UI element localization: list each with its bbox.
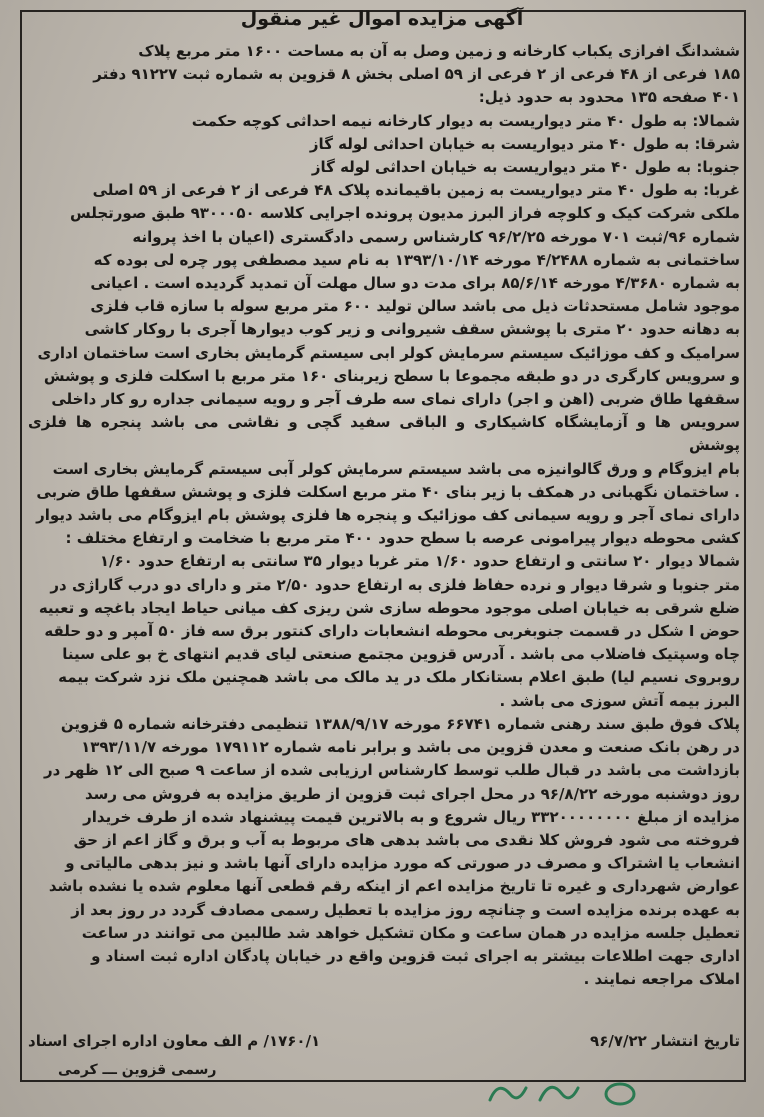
notice-line: و سرویس کارگری در دو طبقه مجموعا با سطح زیربنای ۱۶۰ متر مربع با اسکلت فلزی و پوشش: [43, 366, 740, 385]
notice-title: آگهی مزایده اموال غیر منقول: [240, 8, 524, 30]
notice-line: فروخته می شود فروش کلا نقدی می باشد بدهی های مربوط به آب و برق و گاز اعم از حق: [73, 830, 740, 849]
notice-line: ۴۰۱ صفحه ۱۳۵ محدود به حدود ذیل:: [478, 88, 740, 107]
notice-line: موجود شامل مستحدثات ذیل می باشد سالن تولید ۶۰۰ متر مربع سوله با سازه قاب فلزی: [90, 297, 740, 316]
notice-line: عوارض شهرداری و غیره تا تاریخ مزایده اعم از اینکه رقم قطعی آنها معلوم شده یا نشده باشد: [48, 877, 740, 896]
notice-line: البرز بیمه آتش سوزی می باشد .: [499, 691, 740, 710]
publish-date: تاریخ انتشار ۹۶/۷/۲۲: [590, 1032, 740, 1050]
notice-line: . ساختمان نگهبانی در همکف با زیر بنای ۴۰ متر مربع اسکلت فلزی و پوشش سقفها طاق ضربی: [36, 482, 740, 501]
notice-line: شماره ۹۶/ثبت ۷۰۱ مورخه ۹۶/۲/۲۵ کارشناس رسمی دادگستری (اعیان با اخذ پروانه: [132, 227, 740, 246]
notice-line: ساختمانی به شماره ۴/۲۴۸۸ مورخه ۱۳۹۳/۱۰/۱۴ به نام سید مصطفی پور چره لی بوده که: [93, 250, 740, 269]
notice-line: ملکی شرکت کیک و کلوچه فراز البرز مدیون پرونده اجرایی کلاسه ۹۳۰۰۰۵۰ طبق صورتجلس: [70, 204, 740, 223]
notice-body: [28, 40, 740, 991]
notice-line: به شماره ۴/۳۶۸۰ مورخه ۸۵/۶/۱۴ برای مدت دو سال مهلت آن تمدید گردیده است . اعیانی: [90, 274, 740, 293]
notice-line: در رهن بانک صنعت و معدن قزوین می باشد و برابر نامه شماره ۱۷۹۱۱۲ مورخه ۱۳۹۳/۱۱/۷: [81, 738, 740, 757]
notice-line: ششدانگ افرازی یکباب کارخانه و زمین وصل به آن به مساحت ۱۶۰۰ متر مربع پلاک: [138, 42, 740, 60]
notice-line: سقفها طاق ضربی (اهن و اجر) دارای نمای سه طرف آجر و رویه سیمانی جداره رو کار داخلی: [51, 390, 740, 409]
notice-line: تعطیل جلسه مزایده در همان ساعت و مکان تشکیل خواهد شد طالبین می توانند در ساعت: [81, 923, 740, 942]
notice-line: اداری جهت اطلاعات بیشتر به اجرای ثبت قزوین واقع در خیابان پادگان اداره ثبت اسناد و: [91, 946, 740, 965]
notice-line: دارای نمای آجر و رویه سیمانی کف موزائیک و پنجره ها فلزی پوشش بام ایزوگام می باشد دیوار: [36, 506, 740, 525]
signature-line-2: رسمی قزوین ـــ کرمی: [58, 1062, 217, 1078]
notice-line: جنوبا: به طول ۴۰ متر دیواریست به خیابان احداثی لوله گاز: [311, 158, 740, 177]
notice-line: شمالا: به طول ۴۰ متر دیواریست به دیوار کارخانه نیمه احداثی کوچه حکمت: [191, 111, 740, 130]
notice-line: املاک مراجعه نمایند .: [583, 970, 740, 989]
notice-line: سرامیک و کف موزائیک سیستم سرمایش کولر ابی سیستم گرمایش بخاری است ساختمان اداری: [37, 343, 740, 362]
notice-line: به دهانه حدود ۲۰ متری با پوشش سقف شیروانی و زیر کوب دیوارها آجری با روکار کاشی: [84, 320, 740, 339]
notice-line: ۱۸۵ فرعی از ۴۸ فرعی از ۲ فرعی از ۵۹ اصلی بخش ۸ قزوین به شماره ثبت ۹۱۲۲۷ دفتر: [93, 65, 740, 84]
notice-line: غربا: به طول ۴۰ متر دیواریست به زمین باقیمانده پلاک ۴۸ فرعی از ۲ فرعی از ۵۹ اصلی: [92, 181, 740, 200]
notice-line: حوض I شکل در قسمت جنوبغربی محوطه انشعابات دارای کنتور برق سه فاز ۵۰ آمپر و دو حلقه: [44, 622, 740, 641]
notice-line: مزایده از مبلغ ۳۳۲۰۰۰۰۰۰۰۰ ریال شروع و به بالاترین قیمت پیشنهاد شده از طرف خریدار: [83, 807, 740, 826]
handwritten-number-mark: [480, 1070, 660, 1114]
signature-line-1: ۱۷۶۰/۱/ م الف معاون اداره اجرای اسناد: [28, 1032, 321, 1050]
notice-line: شمالا دیوار ۲۰ سانتی و ارتفاع حدود ۱/۶۰ متر غربا دیوار ۳۵ سانتی به ارتفاع حدود ۱/۶۰: [99, 552, 740, 571]
notice-line: متر جنوبا و شرقا دیوار و نرده حفاظ فلزی به ارتفاع حدود ۲/۵۰ متر و دارای دو درب گاراژی در: [50, 575, 740, 594]
notice-line: بام ایزوگام و ورق گالوانیزه می باشد سیستم سرمایش کولر آبی سیستم گرمایش بخاری است: [52, 459, 740, 478]
notice-line: انشعاب یا اشتراک و مصرف در صورتی که مورد مزایده دارای آنها باشد و نیز بدهی مالیاتی و: [65, 854, 740, 873]
notice-line: کشی محوطه دیوار پیرامونی عرصه با سطح حدود ۴۰۰ متر مربع با ضخامت و ارتفاع مختلف :: [65, 529, 740, 548]
notice-line: چاه وسپتیک فاضلاب می باشد . آدرس قزوین مجتمع صنعتی لیای قدیم انتهای خ بو علی سینا: [62, 645, 740, 664]
notice-line: سرویس ها و آزمایشگاه کاشیکاری و الباقی سفید گچی و نقاشی می باشد پنجره ها فلزی پوشش: [28, 413, 740, 455]
notice-line: به عهده برنده مزایده است و چنانچه روز مزایده با تعطیل رسمی مصادف گردد در روز بعد از: [71, 900, 740, 919]
notice-line: روبروی نسیم لیا) طبق اعلام بستانکار ملک در ید مالک می باشد همچنین ملک نزد شرکت بیمه: [58, 668, 740, 687]
notice-line: بازداشت می باشد در قبال طلب توسط کارشناس ارزیابی شده از ساعت ۹ صبح الی ۱۲ ظهر در: [44, 761, 740, 780]
notice-line: پلاک فوق طبق سند رهنی شماره ۶۶۷۴۱ مورخه ۱۳۸۸/۹/۱۷ تنظیمی دفترخانه شماره ۵ قزوین: [60, 714, 740, 733]
notice-line: شرقا: به طول ۴۰ متر دیواریست به خیابان احداثی لوله گاز: [309, 134, 740, 153]
notice-line: ضلع شرقی به خیابان اصلی موجود محوطه سازی شن ریزی کف میانی حیاط ایجاد باغچه و تعبیه: [38, 598, 740, 617]
notice-line: روز دوشنبه مورخه ۹۶/۸/۲۲ در محل اجرای ثبت قزوین از طریق مزایده به فروش می رسد: [85, 784, 740, 803]
